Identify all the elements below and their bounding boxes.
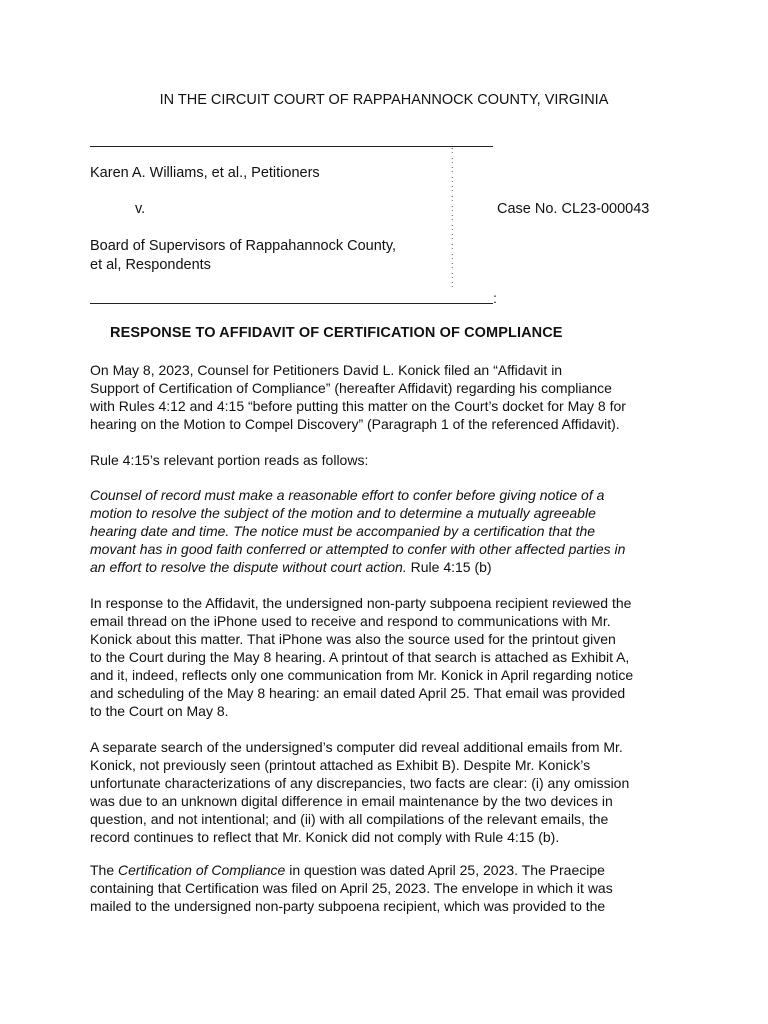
paragraph-line: and it, indeed, reflects only one communication from Mr. Konick in April regarding notice bbox=[90, 667, 634, 683]
document-heading: RESPONSE TO AFFIDAVIT OF CERTIFICATION OF COMPLIANCE bbox=[110, 325, 563, 341]
paragraph-line: to the Court during the May 8 hearing. A printout of that search is attached as Exhibit A, bbox=[90, 649, 630, 665]
paragraph-line: In response to the Affidavit, the undersigned non-party subpoena recipient reviewed the bbox=[90, 595, 632, 611]
quote-last-italic: an effort to resolve the dispute without court action. bbox=[90, 559, 407, 575]
paragraph-line: A separate search of the undersigned’s computer did reveal additional emails from Mr. bbox=[90, 739, 623, 755]
caption-top-rule bbox=[90, 146, 493, 147]
paragraph-line: On May 8, 2023, Counsel for Petitioners David L. Konick filed an “Affidavit in bbox=[90, 362, 563, 378]
paragraph-line: containing that Certification was filed on April 25, 2023. The envelope in which it was bbox=[90, 880, 613, 896]
paragraph-line: to the Court on May 8. bbox=[90, 703, 229, 719]
respondents-line-1: Board of Supervisors of Rappahannock County, bbox=[90, 238, 397, 254]
paragraph-line: with Rules 4:12 and 4:15 “before putting this matter on the Court’s docket for May 8 for bbox=[90, 398, 626, 414]
paragraph-line: record continues to reflect that Mr. Konick did not comply with Rule 4:15 (b). bbox=[90, 829, 560, 845]
paragraph-line: hearing on the Motion to Compel Discovery” (Paragraph 1 of the referenced Affidavit). bbox=[90, 416, 620, 432]
certification-title: Certification of Compliance bbox=[118, 862, 286, 878]
quote-line: Counsel of record must make a reasonable effort to confer before giving notice of a bbox=[90, 487, 605, 503]
paragraph-first-line bbox=[90, 861, 690, 879]
quote-last-line bbox=[90, 558, 690, 576]
paragraph-affidavit-filing bbox=[90, 361, 690, 433]
paragraph-computer-search bbox=[90, 738, 690, 846]
case-number: Case No. CL23-000043 bbox=[497, 201, 650, 217]
paragraph-line: Konick about this matter. That iPhone was also the source used for the printout given bbox=[90, 631, 616, 647]
quote-line: motion to resolve the subject of the motion and to determine a mutually agreeable bbox=[90, 505, 596, 521]
paragraph-iphone-review bbox=[90, 594, 690, 720]
rule-quotation bbox=[90, 486, 690, 576]
respondents-name bbox=[90, 237, 396, 275]
caption-closing-colon: : bbox=[493, 290, 497, 306]
paragraph-line: email thread on the iPhone used to receive and respond to communications with Mr. bbox=[90, 613, 611, 629]
caption-bottom-rule bbox=[90, 303, 493, 304]
paragraph-prefix: The bbox=[90, 862, 119, 878]
paragraph-line: question, and not intentional; and (ii) with all compilations of the relevant emails, the bbox=[90, 811, 609, 827]
quote-line: movant has in good faith conferred or attempted to confer with other affected parties in bbox=[90, 541, 626, 557]
court-title: IN THE CIRCUIT COURT OF RAPPAHANNOCK COUNTY, VIRGINIA bbox=[159, 92, 609, 108]
paragraph-line: mailed to the undersigned non-party subpoena recipient, which was provided to the bbox=[90, 898, 606, 914]
paragraph-line: was due to an unknown digital difference in email maintenance by the two devices in bbox=[90, 793, 613, 809]
paragraph-line: Konick, not previously seen (printout attached as Exhibit B). Despite Mr. Konick’s bbox=[90, 757, 591, 773]
versus-label: v. bbox=[135, 201, 146, 217]
quote-line: hearing date and time. The notice must be accompanied by a certification that the bbox=[90, 523, 596, 539]
respondents-line-2: et al, Respondents bbox=[90, 257, 211, 273]
caption-colon-column: : : : : : : : : : : : : : : : bbox=[451, 145, 454, 290]
paragraph-line: Support of Certification of Compliance” (hereafter Affidavit) regarding his compliance bbox=[90, 380, 612, 396]
paragraph-certification-date bbox=[90, 861, 690, 915]
petitioners-name: Karen A. Williams, et al., Petitioners bbox=[90, 165, 320, 181]
paragraph-suffix: in question was dated April 25, 2023. The Praecipe bbox=[285, 862, 605, 878]
paragraph-line: and scheduling of the May 8 hearing: an email dated April 25. That email was provided bbox=[90, 685, 626, 701]
paragraph-line: unfortunate characterizations of any discrepancies, two facts are clear: (i) any omission bbox=[90, 775, 630, 791]
quote-citation: Rule 4:15 (b) bbox=[406, 559, 492, 575]
paragraph-rule-intro: Rule 4:15’s relevant portion reads as follows: bbox=[90, 452, 369, 468]
